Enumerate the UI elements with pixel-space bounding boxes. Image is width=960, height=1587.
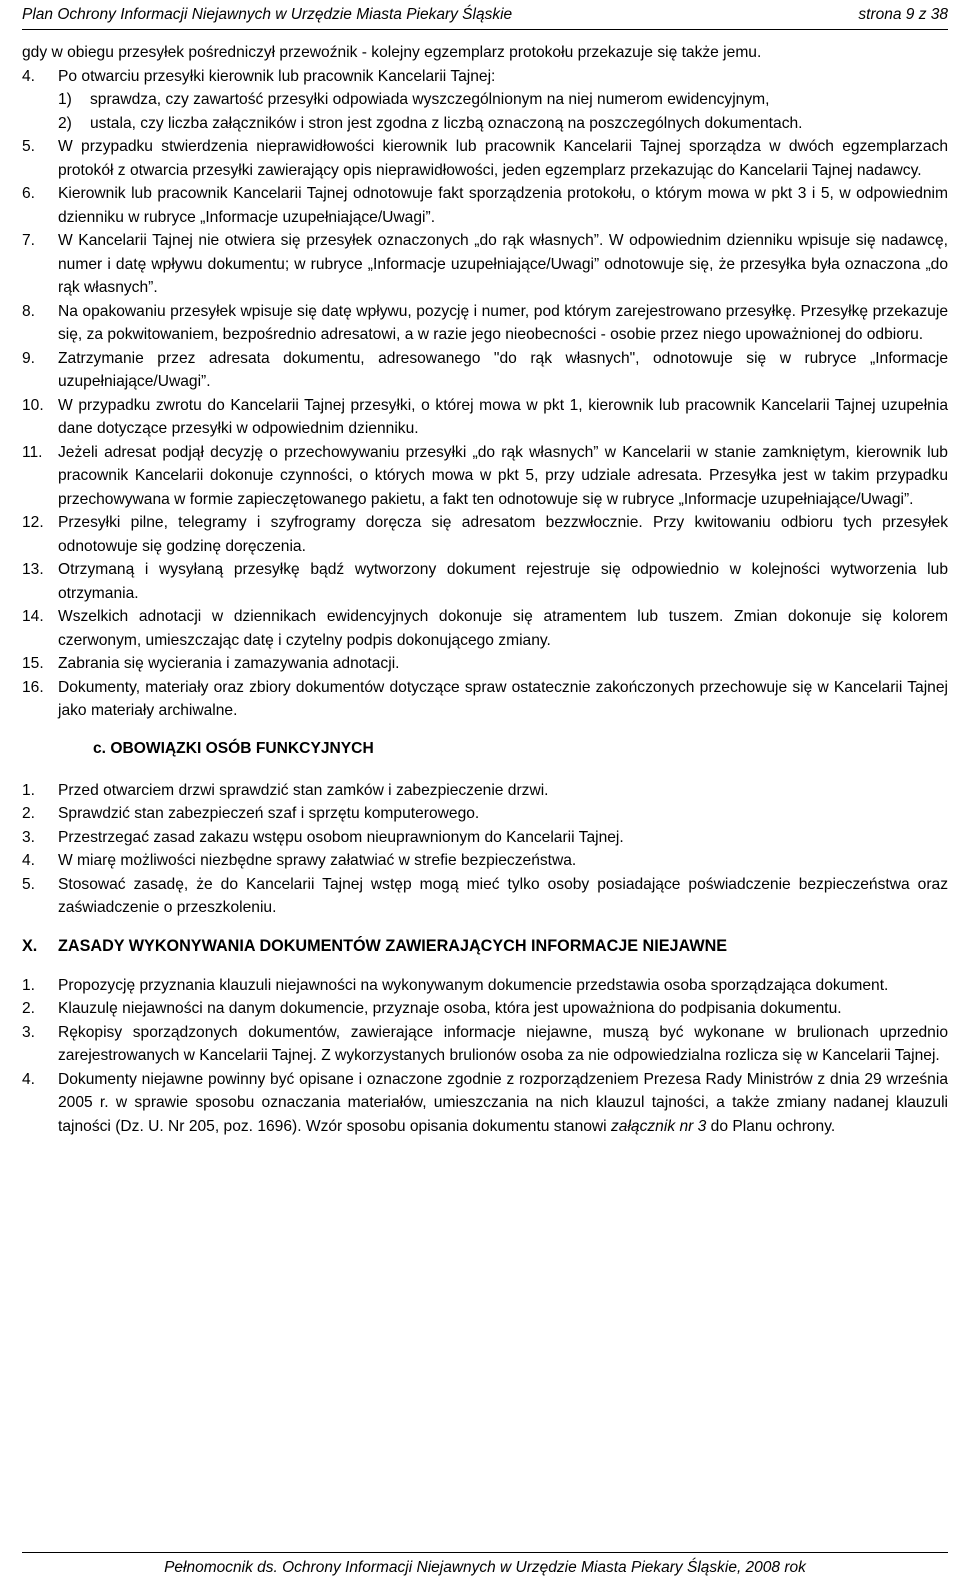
list-item-text [58, 300, 948, 347]
list-item-text [58, 558, 948, 605]
list-item [22, 65, 948, 136]
list-item [22, 558, 948, 605]
list-item-number: 1. [22, 781, 36, 799]
list-item-text [58, 135, 948, 182]
document-body [22, 41, 948, 1138]
list-item-text [58, 65, 948, 136]
duties-list [22, 779, 948, 920]
list-item [22, 849, 948, 873]
list-item-number: 5. [22, 138, 36, 155]
list-item-body: Sprawdzić stan zabezpieczeń szaf i sprzętu komputerowego. [58, 805, 480, 822]
list-item-text [58, 1068, 948, 1139]
list-item-body: Dokumenty, materiały oraz zbiory dokumentów dotyczące spraw ostatecznie zakończonych przechowuje się w Kancelarii Tajnej jako materiały archiwalne. [58, 678, 948, 719]
list-item-body: Stosować zasadę, że do Kancelarii Tajnej wstęp mogą mieć tylko osoby posiadające poświadczenie bezpieczeństwa oraz zaświadczenie o przeszkoleniu. [58, 875, 948, 916]
list-item-body: Przed otwarciem drzwi sprawdzić stan zamków i zabezpieczenie drzwi. [58, 781, 549, 799]
text-run: do Planu ochrony. [706, 1117, 836, 1135]
list-item-text [58, 826, 948, 850]
intro-paragraph: gdy w obiegu przesyłek pośredniczył przewoźnik - kolejny egzemplarz protokołu przekazuje się także jemu. [22, 44, 762, 61]
section-heading-x [22, 934, 948, 958]
list-item [22, 676, 948, 723]
section-heading-c: c. OBOWIĄZKI OSÓB FUNKCYJNYCH [93, 739, 374, 757]
list-item-number: 14. [22, 608, 44, 625]
document-title: Plan Ochrony Informacji Niejawnych w Urzędzie Miasta Piekary Śląskie [22, 6, 513, 23]
list-item [22, 394, 948, 441]
page-number: strona 9 z 38 [858, 6, 948, 23]
sub-item-number: 1) [58, 91, 72, 108]
list-item-body: Otrzymaną i wysyłaną przesyłkę bądź wytworzony dokument rejestruje się odpowiednio w kolejności wytworzenia lub otrzymania. [58, 561, 948, 602]
sub-item-number: 2) [58, 114, 72, 132]
list-item-number: 12. [22, 514, 44, 531]
list-item-body: W przypadku zwrotu do Kancelarii Tajnej przesyłki, o której mowa w pkt 1, kierownik lub pracownik Kancelarii Tajnej uzupełnia dane dotyczące przesyłki w odpowiednim dzienniku. [58, 396, 948, 437]
sub-item-text: sprawdza, czy zawartość przesyłki odpowiada wyszczególnionym na niej numerom ewidencyjnym, [90, 91, 770, 108]
list-item-text [58, 802, 948, 826]
list-item [22, 605, 948, 652]
list-item-body: W przypadku stwierdzenia nieprawidłowości kierownik lub pracownik Kancelarii Tajnej sporządza w dwóch egzemplarzach protokół z otwarcia przesyłki zawierający opis nieprawidłowości, jeden egzemplarz przekazując do Kancelarii Tajnej nadawcy. [58, 138, 948, 179]
rules-list [22, 974, 948, 1139]
list-item-body: Klauzulę niejawności na danym dokumencie, przyznaje osoba, która jest upoważniona do podpisania dokumentu. [58, 1000, 842, 1017]
list-item [22, 441, 948, 512]
list-item [22, 997, 948, 1021]
list-item-text [58, 652, 948, 676]
list-item [22, 974, 948, 998]
list-item-number: 7. [22, 232, 36, 249]
list-item-number: 13. [22, 561, 44, 578]
list-item-text [58, 511, 948, 558]
list-item-number: 6. [22, 185, 36, 202]
list-item [22, 229, 948, 300]
list-item-text [58, 974, 948, 998]
list-item-text [58, 394, 948, 441]
list-item-number: 4. [22, 1070, 36, 1088]
list-item [22, 347, 948, 394]
sub-item-text: ustala, czy liczba załączników i stron jest zgodna z liczbą oznaczoną na poszczególnych dokumentach. [90, 114, 803, 132]
sub-item [58, 112, 948, 136]
list-item-number: 1. [22, 976, 36, 994]
attachment-reference: załącznik nr 3 [610, 1117, 707, 1135]
list-item-number: 9. [22, 349, 36, 367]
list-item-number: 16. [22, 678, 44, 696]
list-item-number: 8. [22, 302, 36, 320]
list-item [22, 1068, 948, 1139]
list-item-body: Zatrzymanie przez adresata dokumentu, adresowanego "do rąk własnych", odnotowuje się w rubryce „Informacje uzupełniające/Uwagi”. [58, 349, 948, 390]
list-item-number: 5. [22, 875, 36, 893]
list-item-body: Zabrania się wycierania i zamazywania adnotacji. [58, 655, 400, 672]
list-item [22, 182, 948, 229]
procedure-list [22, 65, 948, 723]
list-item-text [58, 182, 948, 229]
list-item-text [58, 779, 948, 803]
list-item-text [58, 605, 948, 652]
text-run: Dokumenty niejawne powinny być opisane i oznaczone zgodnie z rozporządzeniem Prezesa Rady Ministrów z dnia 29 września 2005 r. w sprawie sposobu oznaczania materiałów, umieszczania na nich klauzul tajności, a także zmiany nadanej klauzuli tajności (Dz. U. Nr 205, poz. 1696). Wzór sposobu opisania dokumentu stanowi [58, 1070, 948, 1135]
list-item-text [58, 676, 948, 723]
sub-item [58, 88, 948, 112]
list-item-text [58, 347, 948, 394]
list-item-text [58, 873, 948, 920]
list-item [22, 135, 948, 182]
list-item-number: 10. [22, 396, 44, 414]
section-number: X. [22, 936, 38, 955]
list-item-number: 4. [22, 67, 36, 85]
list-item-number: 4. [22, 852, 36, 869]
list-item-number: 11. [22, 443, 43, 461]
list-item-body: Przesyłki pilne, telegramy i szyfrogramy doręcza się adresatom bezzwłocznie. Przy kwitowaniu odbioru tych przesyłek odnotowuje się godzinę doręczenia. [58, 514, 948, 555]
list-item-body: Propozycję przyznania klauzuli niejawności na wykonywanym dokumencie przedstawia osoba sporządzająca dokument. [58, 976, 889, 994]
list-item-number: 3. [22, 1023, 36, 1041]
list-item [22, 873, 948, 920]
list-item-body: W miarę możliwości niezbędne sprawy załatwiać w strefie bezpieczeństwa. [58, 852, 577, 869]
section-title: ZASADY WYKONYWANIA DOKUMENTÓW ZAWIERAJĄCYCH INFORMACJE NIEJAWNE [58, 936, 728, 955]
list-item [22, 802, 948, 826]
list-item [22, 300, 948, 347]
list-item-number: 2. [22, 805, 36, 822]
list-item-text [58, 849, 948, 873]
list-item-body: Kierownik lub pracownik Kancelarii Tajnej odnotowuje fakt sporządzenia protokołu, o którym mowa w pkt 3 i 5, w odpowiednim dzienniku w rubryce „Informacje uzupełniające/Uwagi”. [58, 185, 948, 226]
page-header [22, 5, 948, 30]
list-item [22, 826, 948, 850]
list-item-number: 15. [22, 655, 44, 672]
list-item-text [58, 997, 948, 1021]
list-item-body: W Kancelarii Tajnej nie otwiera się przesyłek oznaczonych „do rąk własnych”. W odpowiednim dzienniku wpisuje się nadawcę, numer i datę wpływu dokumentu; w rubryce „Informacje uzupełniające/Uwagi” odnotowuje się, że przesyłka była oznaczona „do rąk własnych”. [58, 232, 948, 296]
list-item-number: 3. [22, 828, 36, 846]
page-footer: Pełnomocnik ds. Ochrony Informacji Niejawnych w Urzędzie Miasta Piekary Śląskie, 2008 rok [22, 1552, 948, 1577]
list-item-body: Na opakowaniu przesyłek wpisuje się datę wpływu, pozycję i numer, pod którym zarejestrowano przesyłkę. Przesyłkę przekazuje się, za pokwitowaniem, bezpośrednio adresatowi, a w razie jego nieobecności - osobie przez niego upoważnionej do odbioru. [58, 302, 948, 343]
list-item-text [58, 1021, 948, 1068]
list-item-body: Po otwarciu przesyłki kierownik lub pracownik Kancelarii Tajnej: [58, 67, 496, 85]
list-item-text [58, 441, 948, 512]
list-item [22, 652, 948, 676]
list-item-body: Wszelkich adnotacji w dziennikach ewidencyjnych dokonuje się atramentem lub tuszem. Zmian dokonuje się kolorem czerwonym, umieszczając datę i czytelny podpis dokonującego zmiany. [58, 608, 948, 649]
list-item-body: Jeżeli adresat podjął decyzję o przechowywaniu przesyłki „do rąk własnych” w Kancelarii w stanie zamkniętym, kierownik lub pracownik Kancelarii dokonuje czynności, o których mowa w pkt 5, przy udziale adresata. Przesyłka jest w takim przypadku przechowywana w formie zapieczętowanego pakietu, a fakt ten odnotowuje się w rubryce „Informacje uzupełniające/Uwagi”. [58, 443, 948, 508]
list-item [22, 779, 948, 803]
list-item [22, 511, 948, 558]
list-item-body: Przestrzegać zasad zakazu wstępu osobom nieuprawnionym do Kancelarii Tajnej. [58, 828, 624, 846]
list-item-body: Rękopisy sporządzonych dokumentów, zawierające informacje niejawne, muszą być wykonane w brulionach uprzednio zarejestrowanych w Kancelarii Tajnej. Z wykorzystanych brulionów osoba za nie odpowiedzialna rozlicza się w Kancelarii Tajnej. [58, 1023, 948, 1064]
list-item [22, 1021, 948, 1068]
list-item-text [58, 229, 948, 300]
list-item-number: 2. [22, 1000, 36, 1017]
